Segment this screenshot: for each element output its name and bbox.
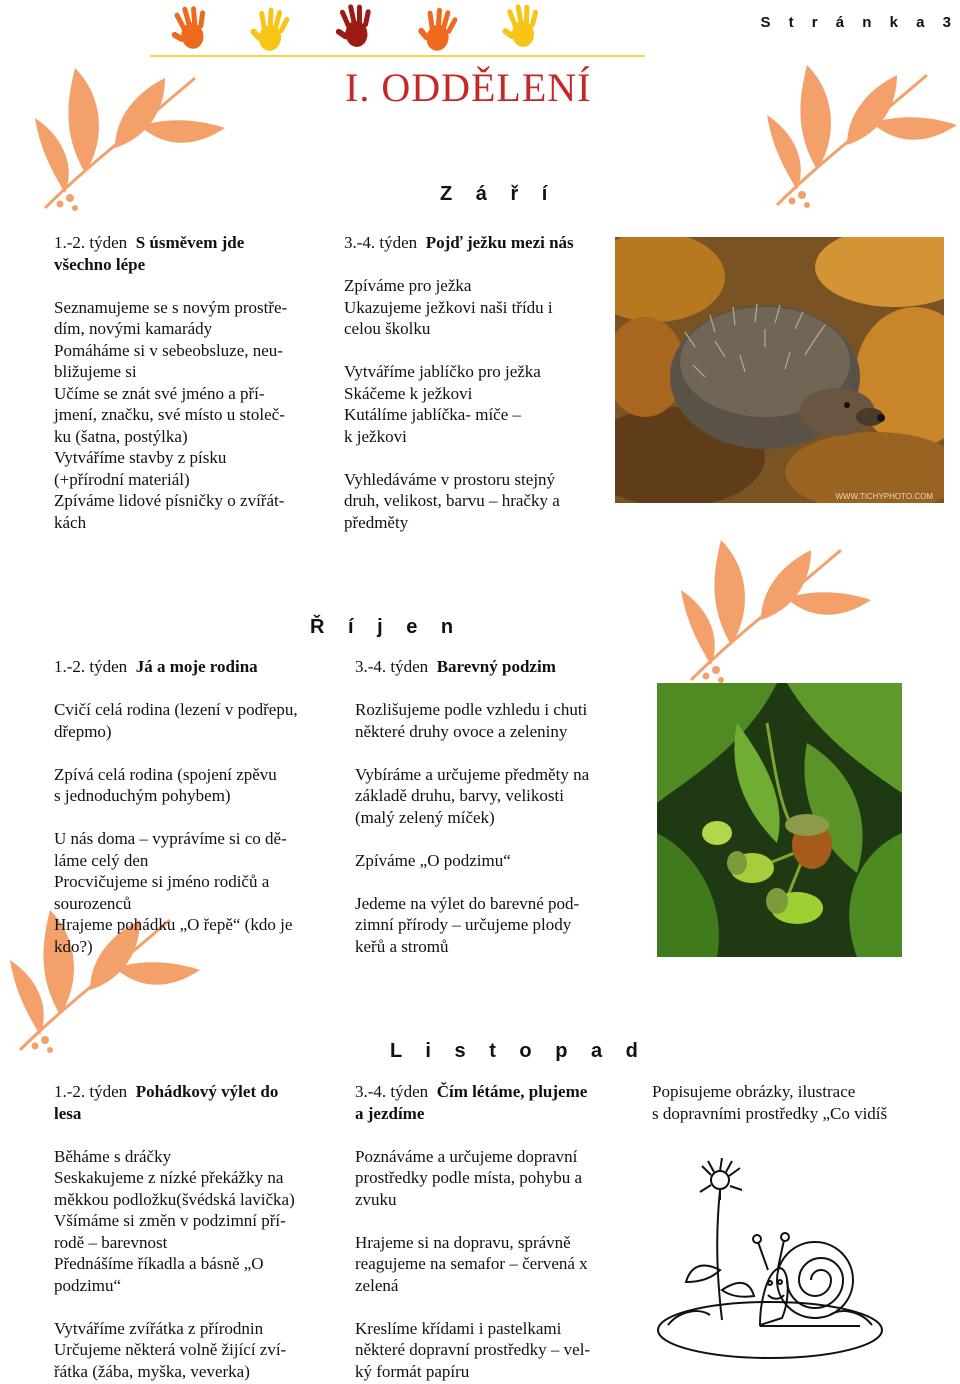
activity-line: Zpíváme „O podzimu“ bbox=[355, 850, 511, 870]
activity-line: Seznamujeme se s novým prostře- bbox=[54, 297, 288, 317]
orange-hand-icon bbox=[414, 4, 460, 53]
zari-right-column bbox=[344, 232, 609, 533]
activity-line: některé dopravní prostředky – vel- bbox=[355, 1340, 591, 1359]
activity-line: Jedeme na výlet do barevné pod- bbox=[355, 893, 580, 913]
week-topic: a jezdíme bbox=[355, 1103, 425, 1123]
activity-line: ký formát papíru bbox=[355, 1361, 470, 1381]
activity-line: sourozenců bbox=[54, 893, 132, 913]
activity-line: dřepmo) bbox=[54, 721, 112, 741]
activity-line: Vytváříme jablíčko pro ježka bbox=[344, 362, 541, 381]
page-title: I. ODDĚLENÍ bbox=[345, 65, 592, 110]
week-heading: 1.-2. týden Pohádkový výlet do bbox=[54, 1082, 279, 1101]
activity-line: Zpíváme lidové písničky o zvířát- bbox=[54, 491, 285, 510]
activity-line: ku (šatna, postýlka) bbox=[54, 426, 188, 446]
activity-line: druh, velikost, barvu – hračky a bbox=[344, 491, 560, 510]
week-heading: 1.-2. týden S úsměvem jde všechno lépe bbox=[54, 233, 245, 274]
zari-left-column bbox=[54, 232, 294, 533]
autumn-leaf-branch-icon bbox=[676, 530, 876, 690]
week-topic: Barevný podzim bbox=[436, 657, 556, 676]
activity-line: rodě – barevnost bbox=[54, 1232, 168, 1252]
activity-line: Všímáme si změn v podzimní pří- bbox=[54, 1211, 286, 1230]
activity-line: řátka (žába, myška, veverka) bbox=[54, 1361, 250, 1381]
activity-line: Zpívá celá rodina (spojení zpěvu bbox=[54, 764, 277, 784]
activity-line: Běháme s dráčky bbox=[54, 1146, 172, 1166]
activity-line: s dopravními prostředky „Co vidíš bbox=[652, 1103, 888, 1123]
activity-line: U nás doma – vyprávíme si co dě- bbox=[54, 829, 287, 848]
activity-line: jmení, značku, své místo u stoleč- bbox=[54, 405, 285, 424]
activity-line: zelená bbox=[355, 1275, 399, 1295]
activity-line: Hrajeme pohádku „O řepě“ (kdo je bbox=[54, 915, 293, 934]
activity-line: kdo?) bbox=[54, 936, 93, 956]
week-topic: Já a moje rodina bbox=[135, 657, 258, 676]
darkred-hand-icon bbox=[332, 2, 375, 49]
listopad-right-column bbox=[652, 1081, 952, 1124]
activity-line: s jednoduchým pohybem) bbox=[54, 786, 231, 805]
activity-line: reagujeme na semafor – červená x bbox=[355, 1254, 588, 1273]
activity-line: Hrajeme si na dopravu, správně bbox=[355, 1232, 571, 1252]
hedgehog-image bbox=[615, 237, 944, 503]
activity-line: Seskakujeme z nízké překážky na bbox=[54, 1168, 284, 1187]
week-heading: 3.-4. týden Pojď ježku mezi nás bbox=[344, 233, 574, 252]
week-topic: Pohádkový výlet do bbox=[135, 1082, 279, 1101]
week-topic: lesa bbox=[54, 1103, 82, 1123]
activity-line: Cvičí celá rodina (lezení v podřepu, bbox=[54, 700, 298, 719]
autumn-leaf-branch-icon bbox=[762, 55, 960, 215]
activity-line: měkkou podložku(švédská lavička) bbox=[54, 1189, 295, 1209]
week-heading: 3.-4. týden Barevný podzim bbox=[355, 657, 556, 676]
activity-line: zimní přírody – určujeme plody bbox=[355, 915, 572, 934]
activity-line: Vytváříme stavby z písku bbox=[54, 448, 227, 467]
activity-line: k ježkovi bbox=[344, 426, 407, 446]
yellow-hand-icon bbox=[247, 5, 291, 53]
activity-line: Skáčeme k ježkovi bbox=[344, 383, 473, 403]
activity-line: Přednášíme říkadla a básně „O bbox=[54, 1254, 264, 1273]
month-heading-zari: Z á ř í bbox=[440, 183, 557, 205]
week-topic: Čím létáme, plujeme bbox=[436, 1082, 588, 1101]
activity-line: láme celý den bbox=[54, 850, 149, 870]
month-heading-listopad: L i s t o p a d bbox=[390, 1040, 647, 1062]
activity-line: Vytváříme zvířátka z přírodnin bbox=[54, 1318, 264, 1338]
activity-line: prostředky podle místa, pohybu a bbox=[355, 1168, 583, 1187]
activity-line: keřů a stromů bbox=[355, 936, 449, 956]
listopad-middle-column bbox=[355, 1081, 635, 1382]
activity-line: některé druhy ovoce a zeleniny bbox=[355, 721, 568, 741]
snail-flower-drawing bbox=[650, 1150, 890, 1365]
activity-line: zvuku bbox=[355, 1189, 397, 1209]
month-heading-rijen: Ř í j e n bbox=[310, 616, 463, 638]
activity-line: (malý zelený míček) bbox=[355, 807, 495, 827]
activity-line: Ukazujeme ježkovi naši třídu i bbox=[344, 297, 553, 317]
activity-line: Poznáváme a určujeme dopravní bbox=[355, 1146, 578, 1166]
activity-line: Učíme se znát své jméno a pří- bbox=[54, 383, 265, 403]
activity-line: základě druhu, barvy, velikosti bbox=[355, 786, 564, 805]
week-heading: 3.-4. týden Čím létáme, plujeme bbox=[355, 1082, 588, 1101]
activity-line: (+přírodní materiál) bbox=[54, 469, 190, 489]
activity-line: podzimu“ bbox=[54, 1275, 122, 1295]
activity-line: Vybíráme a určujeme předměty na bbox=[355, 764, 590, 784]
page-label: S t r á n k a 3 bbox=[760, 14, 958, 31]
orange-hand-icon bbox=[166, 3, 212, 52]
week-topic: Pojď ježku mezi nás bbox=[425, 233, 574, 252]
activity-line: kách bbox=[54, 512, 87, 532]
activity-line: předměty bbox=[344, 512, 409, 532]
activity-line: Popisujeme obrázky, ilustrace bbox=[652, 1082, 856, 1101]
activity-line: Určujeme některá volně žijící zví- bbox=[54, 1340, 287, 1359]
week-topic: S úsměvem jde všechno lépe bbox=[54, 233, 245, 274]
activity-line: Procvičujeme si jméno rodičů a bbox=[54, 872, 270, 891]
activity-line: dím, novými kamarády bbox=[54, 319, 213, 338]
activity-line: Zpíváme pro ježka bbox=[344, 276, 472, 295]
activity-line: Rozlišujeme podle vzhledu i chuti bbox=[355, 700, 588, 719]
rijen-left-column bbox=[54, 656, 344, 957]
activity-line: Pomáháme si v sebeobsluze, neu- bbox=[54, 340, 283, 360]
acorn-image bbox=[657, 683, 902, 957]
activity-line: bližujeme si bbox=[54, 362, 137, 381]
activity-line: celou školku bbox=[344, 319, 431, 338]
activity-line: Kreslíme křídami i pastelkami bbox=[355, 1318, 562, 1338]
svg-text:WWW.TICHYPHOTO.COM: WWW.TICHYPHOTO.COM bbox=[835, 492, 933, 501]
autumn-leaf-branch-icon bbox=[30, 58, 230, 218]
listopad-left-column bbox=[54, 1081, 334, 1382]
activity-line: Vyhledáváme v prostoru stejný bbox=[344, 469, 556, 489]
rijen-right-column bbox=[355, 656, 645, 957]
week-heading: 1.-2. týden Já a moje rodina bbox=[54, 657, 258, 676]
activity-line: Kutálíme jablíčka- míče – bbox=[344, 405, 522, 424]
hand-prints bbox=[160, 0, 560, 56]
yellow-hand-icon bbox=[499, 3, 541, 49]
